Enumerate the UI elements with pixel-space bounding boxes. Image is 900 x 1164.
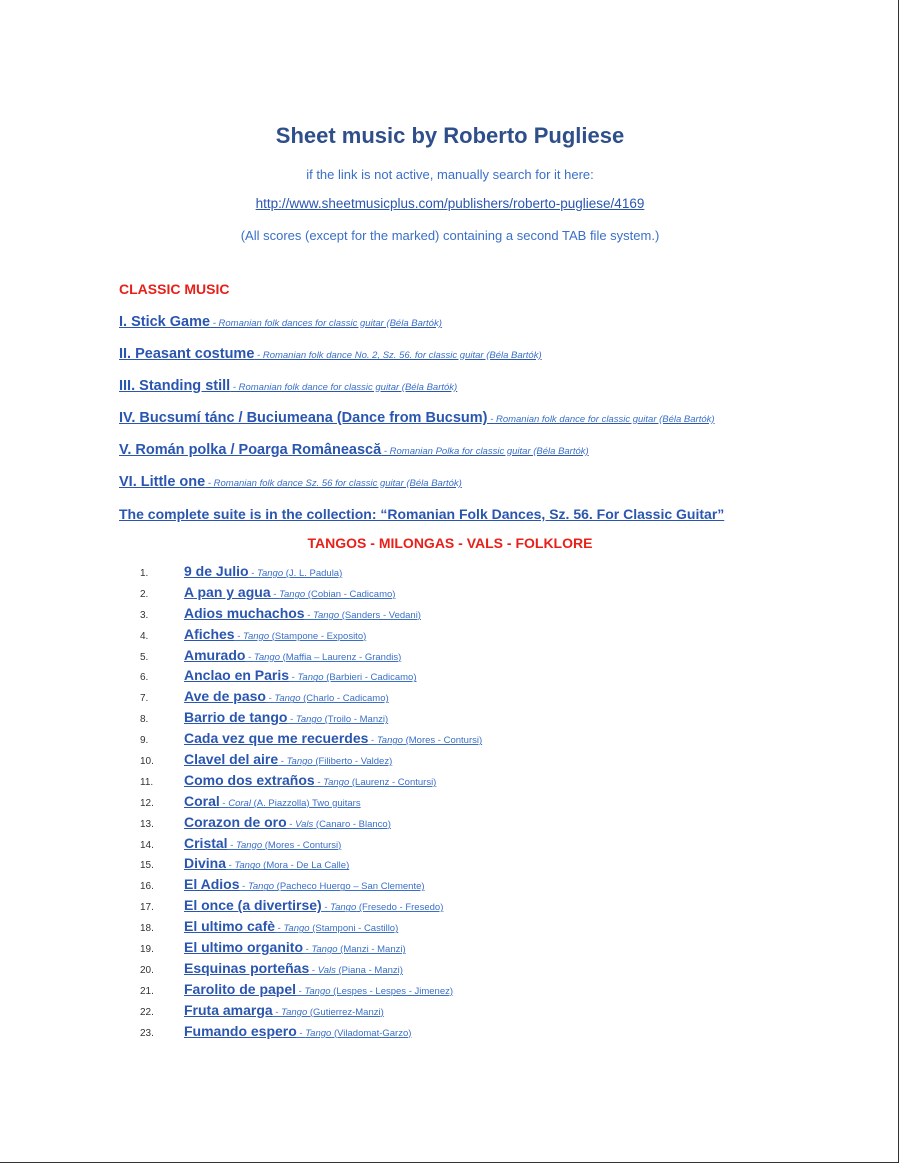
classic-item-title: III. Standing still [119,378,231,394]
tango-item-number: 13. [140,818,154,830]
tango-item-credit: (Lespes - Lespes - Jimenez) [330,985,454,997]
tango-item-genre: Tango [253,651,280,663]
tango-item-genre: Coral [228,797,251,809]
tango-item-desc: - Vals (Canaro - Blanco) [286,818,391,830]
tango-item[interactable] [140,728,482,749]
tango-item-credit: (Stamponi - Castillo) [309,923,399,935]
tango-item[interactable] [140,582,482,603]
tango-item-credit: (Pacheco Huergo – San Clemente) [274,881,425,893]
classic-list [119,311,839,503]
tango-item-title[interactable]: El ultimo organito [184,939,303,956]
tango-item-number: 3. [140,609,149,621]
tango-item[interactable] [140,916,482,937]
tango-item-desc: - Tango (Charlo - Cadicamo) [265,693,389,705]
tango-item-desc: - Tango (Mores - Contursi) [368,735,483,747]
tango-item-desc: - Tango (Sanders - Vedani) [304,609,421,621]
tango-item-desc: - Tango (Troilo - Manzi) [287,714,389,726]
tango-item-desc: - Tango (Laurenz - Contursi) [314,776,437,788]
tango-item-desc: - Tango (Viladomat-Garzo) [296,1027,412,1039]
tango-item[interactable] [140,707,482,728]
tango-item[interactable] [140,561,482,582]
classic-item-title: II. Peasant costume [119,346,255,362]
tango-item-number: 18. [140,923,154,935]
tango-item-number: 2. [140,588,149,600]
tango-item-credit: (Filiberto - Valdez) [312,756,393,768]
tango-item-title[interactable]: Adios muchachos [184,604,305,621]
tango-item-number: 16. [140,881,154,893]
classic-item-title: I. Stick Game [119,314,211,330]
tango-item[interactable] [140,874,482,895]
tango-item-title[interactable]: Coral [184,792,220,809]
classic-item-desc: - Romanian folk dance for classic guitar (Béla Bartók) [487,414,715,425]
tango-item-credit: (Maffia – Laurenz - Grandis) [279,651,402,663]
tango-item-number: 20. [140,964,154,976]
classic-item-title: V. Román polka / Poarga Românească [119,442,382,458]
tango-heading: TANGOS - MILONGAS - VALS - FOLKLORE [307,535,593,551]
tango-item-title[interactable]: Ave de paso [184,688,266,705]
tango-item[interactable] [140,1021,482,1042]
classic-item-desc: - Romanian Polka for classic guitar (Béla Bartók) [381,446,589,457]
tango-item-desc: - Tango (Filiberto - Valdez) [278,756,393,768]
tango-item-desc: - Tango (Gutierrez-Manzi) [272,1006,384,1018]
tango-item-number: 9. [140,735,149,747]
tango-item-genre: Vals [317,964,336,976]
publisher-link[interactable]: http://www.sheetmusicplus.com/publishers/roberto-pugliese/4169 [255,196,645,211]
tango-item-credit: (Troilo - Manzi) [322,714,389,726]
tango-item-genre: Tango [274,693,301,705]
tango-item-credit: (Mores - Contursi) [402,735,483,747]
tango-item-title[interactable]: Fruta amarga [184,1001,273,1018]
tango-item-number: 7. [140,693,149,705]
tango-item-desc: - Tango (J. L. Padula) [248,568,343,579]
tango-item-credit: (Charlo - Cadicamo) [300,693,389,705]
tango-item[interactable] [140,812,482,833]
classic-item-desc: - Romanian folk dances for classic guitar (Béla Bartók) [210,318,442,329]
tango-item-title[interactable]: Esquinas porteñas [184,959,310,976]
tango-item-number: 6. [140,672,149,684]
tango-item-title[interactable]: Divina [184,855,227,872]
tango-item[interactable] [140,833,482,854]
tango-item-desc: - Vals (Piana - Manzi) [309,964,403,976]
tango-item-number: 23. [140,1027,154,1039]
tango-item[interactable] [140,603,482,624]
classic-item-1[interactable] [119,311,839,343]
tango-item[interactable] [140,1000,482,1021]
tango-item-credit: (Viladomat-Garzo) [331,1027,412,1039]
tango-item-number: 10. [140,756,154,768]
tango-item-desc: - Tango (Mores - Contursi) [227,839,342,851]
tango-item[interactable] [140,958,482,979]
tango-item-genre: Tango [295,714,322,726]
tango-item-number: 8. [140,714,149,726]
tango-item-title[interactable]: Como dos extraños [184,771,315,788]
classic-item-desc: - Romanian folk dance No. 2, Sz. 56. for classic guitar (Béla Bartók) [254,350,542,361]
tango-item[interactable] [140,979,482,1000]
tango-item-credit: (Laurenz - Contursi) [349,776,437,788]
tango-item-genre: Tango [234,860,261,872]
classic-item-desc: - Romanian folk dance for classic guitar (Béla Bartók) [230,382,458,393]
classic-item-desc: - Romanian folk dance Sz. 56 for classic guitar (Béla Bartók) [205,478,462,489]
tango-item-genre: Tango [243,630,270,642]
tango-item-credit: (Stampone - Exposito) [269,630,367,642]
tango-item-genre: Tango [376,735,403,747]
tango-item-credit: (Manzi - Manzi) [337,944,406,956]
tango-item-desc: - Tango (Barbieri - Cadicamo) [289,672,417,684]
tango-item-desc: - Tango (Stampone - Exposito) [234,630,367,642]
tango-item-title[interactable]: Cristal [184,834,228,851]
tango-item-desc: - Tango (Manzi - Manzi) [303,944,406,956]
tango-item-title[interactable]: Anclao en Paris [184,667,290,684]
suite-collection-link[interactable]: The complete suite is in the collection: “Romanian Folk Dances, Sz. 56. For Classic Guitar” [119,506,725,522]
tango-item-number: 17. [140,902,154,914]
classic-item-title: VI. Little one [119,474,206,490]
page-title: Sheet music by Roberto Pugliese [275,123,625,148]
tango-item-number: 22. [140,1006,154,1018]
tango-item-desc: - Tango (Cobian - Cadicamo) [270,588,396,600]
tango-item-genre: Tango [283,923,310,935]
tango-item-genre: Tango [247,881,275,893]
tango-item[interactable] [140,686,482,707]
tango-item-credit: (Mores - Contursi) [262,839,342,851]
tango-item[interactable] [140,791,482,812]
tango-item[interactable] [140,937,482,958]
tango-item-credit: (Sanders - Vedani) [339,609,421,621]
classic-item-title: IV. Bucsumí tánc / Buciumeana (Dance from Bucsum) [119,410,488,426]
tango-item-number: 12. [140,797,154,809]
search-hint: if the link is not active, manually search for it here: [306,167,594,182]
tango-item[interactable] [140,770,482,791]
tango-item-number: 14. [140,839,154,851]
tango-item-desc: - Coral (A. Piazzolla) Two guitars [219,797,361,809]
tango-item-title[interactable]: El once (a divertirse) [184,897,322,914]
tango-item-title[interactable]: El Adios [184,876,240,893]
tango-item-genre: Tango [330,902,357,914]
tango-item-title[interactable]: Fumando espero [184,1022,297,1039]
tango-item-number: 1. [140,568,149,579]
tango-item-credit: (Canaro - Blanco) [313,818,391,830]
tango-item-credit: (Piana - Manzi) [335,964,403,976]
tango-item-title[interactable]: Barrio de tango [184,709,288,726]
tango-item-desc: - Tango (Maffia – Laurenz - Grandis) [245,651,402,663]
tango-item-number: 5. [140,651,149,663]
tango-item-credit: (A. Piazzolla) Two guitars [250,797,361,809]
tango-item-credit: (Cobian - Cadicamo) [305,588,396,600]
tango-item-desc: - Tango (Pacheco Huergo – San Clemente) [239,881,425,893]
classic-music-heading: CLASSIC MUSIC [119,281,230,297]
tango-item-genre: Tango [236,839,263,851]
classic-item-2[interactable] [119,343,839,375]
tango-item[interactable] [140,624,482,645]
tango-item-credit: (Fresedo - Fresedo) [356,902,444,914]
tango-item-title[interactable]: A pan y agua [184,583,271,600]
tango-item-genre: Tango [313,609,340,621]
classic-item-3[interactable] [119,375,839,407]
classic-item-4[interactable] [119,407,839,439]
tango-item-genre: Tango [257,568,284,579]
tango-item-title[interactable]: Farolito de papel [184,980,297,997]
tango-item-genre: Tango [323,776,350,788]
tango-item-credit: (J. L. Padula) [283,568,343,579]
tango-item-title[interactable]: El ultimo cafè [184,918,276,935]
tango-item-credit: (Barbieri - Cadicamo) [323,672,417,684]
tango-item-genre: Tango [286,756,313,768]
tango-item-desc: - Tango (Mora - De La Calle) [226,860,350,872]
classic-item-6[interactable] [119,471,839,503]
tango-item-genre: Tango [305,1027,332,1039]
tango-item[interactable] [140,665,482,686]
tango-item-title[interactable]: Amurado [184,646,246,663]
tango-item-genre: Tango [304,985,331,997]
tango-item[interactable] [140,749,482,770]
tango-item-genre: Tango [297,672,324,684]
tango-item-number: 4. [140,630,149,642]
tango-item-title[interactable]: Corazon de oro [184,813,287,830]
tango-item-title[interactable]: Afiches [184,625,235,642]
tango-item-number: 11. [140,776,154,788]
tango-item-genre: Tango [281,1006,308,1018]
tango-item[interactable] [140,645,482,666]
tango-item-title[interactable]: Cada vez que me recuerdes [184,730,369,747]
tango-item-genre: Tango [279,588,306,600]
tab-note: (All scores (except for the marked) containing a second TAB file system.) [240,228,660,243]
tango-item-genre: Tango [311,944,338,956]
tango-item[interactable] [140,853,482,874]
tango-item-title[interactable]: Clavel del aire [184,751,279,768]
tango-item-number: 21. [140,985,154,997]
tango-list [140,561,482,1041]
tango-item-credit: (Gutierrez-Manzi) [307,1006,384,1018]
tango-item-desc: - Tango (Lespes - Lespes - Jimenez) [296,985,454,997]
tango-item-desc: - Tango (Stamponi - Castillo) [275,923,399,935]
tango-item-number: 19. [140,944,154,956]
classic-item-5[interactable] [119,439,839,471]
tango-item[interactable] [140,895,482,916]
tango-item-number: 15. [140,860,154,872]
tango-item-desc: - Tango (Fresedo - Fresedo) [321,902,444,914]
tango-item-title[interactable]: 9 de Julio [184,563,249,579]
tango-item-genre: Vals [295,818,314,830]
tango-item-credit: (Mora - De La Calle) [260,860,350,872]
